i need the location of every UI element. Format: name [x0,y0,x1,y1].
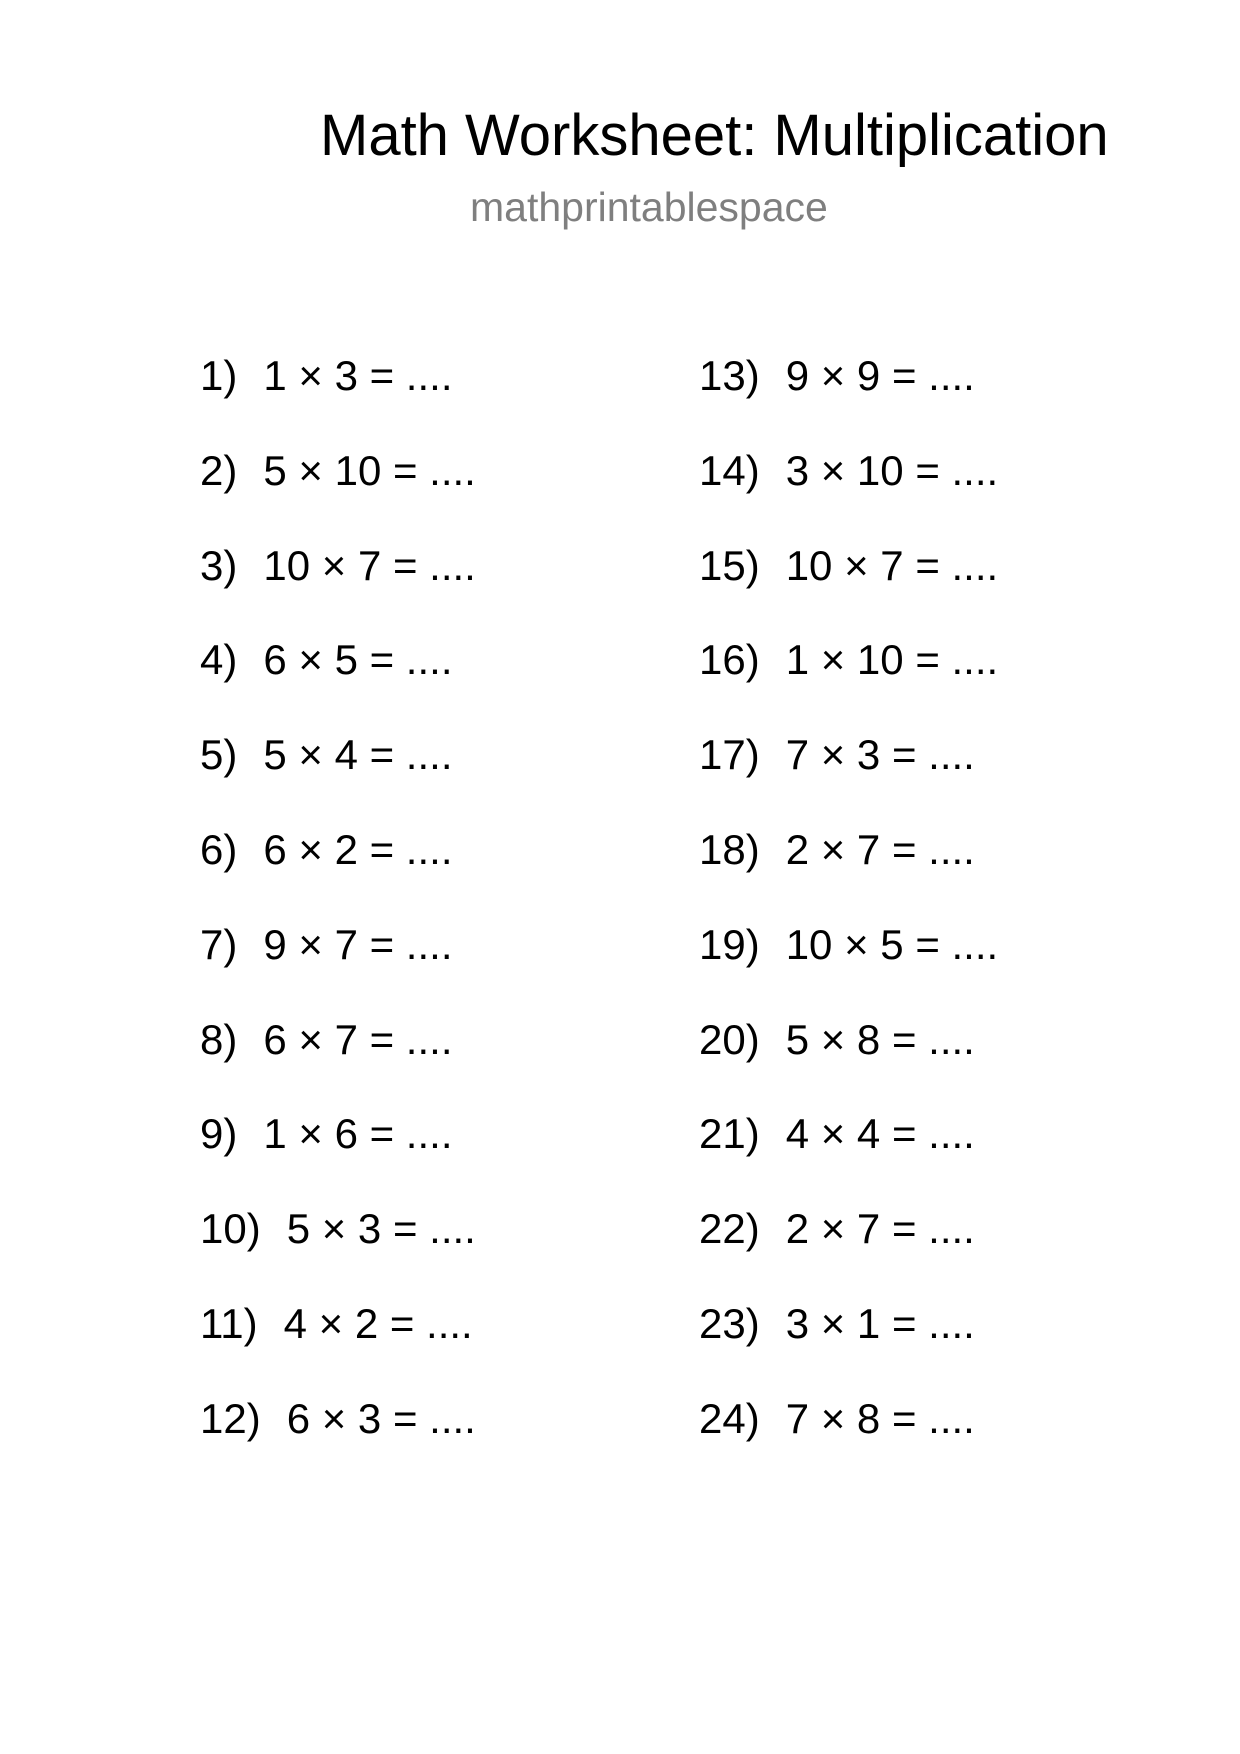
problem-item [699,1296,998,1391]
problem-item [200,917,476,1012]
problem-expression: 5 × 8 = .... [785,1015,975,1063]
problem-list-right [699,348,998,1486]
problem-number: 17) [699,731,760,779]
problem-item [699,443,998,538]
problem-item [699,1012,998,1107]
problem-number: 13) [699,352,760,399]
problem-expression: 10 × 7 = .... [785,541,999,589]
problem-item [699,727,998,822]
problem-item [200,632,476,727]
problem-number: 24) [699,1394,760,1442]
problem-number: 2) [200,446,238,494]
problem-expression: 5 × 4 = .... [263,731,453,779]
problem-number: 15) [699,541,760,589]
problem-item [699,822,998,917]
problem-expression: 6 × 5 = .... [263,636,453,684]
problem-expression: 4 × 2 = .... [283,1299,473,1347]
problem-number: 8) [200,1015,238,1063]
problem-item [699,1201,998,1296]
problem-number: 9) [200,1110,238,1158]
problem-expression: 1 × 10 = .... [785,636,999,684]
problem-item [200,1012,476,1107]
problem-number: 4) [200,636,238,684]
problem-item [200,443,476,538]
problem-number: 20) [699,1015,760,1063]
problem-expression: 9 × 9 = .... [785,352,975,399]
problem-number: 19) [699,920,760,968]
problem-item [200,822,476,917]
problem-list-left [200,348,476,1486]
problem-number: 21) [699,1110,760,1158]
problem-item [200,1201,476,1296]
problem-item [200,727,476,822]
problem-expression: 5 × 10 = .... [263,446,476,494]
problem-number: 23) [699,1299,760,1347]
problem-expression: 4 × 4 = .... [785,1110,975,1158]
problem-number: 16) [699,636,760,684]
page-title: Math Worksheet: Multiplication [320,103,1109,168]
problem-item [200,538,476,633]
problem-item [699,1391,998,1486]
problem-item [200,1391,476,1486]
problem-item [699,1106,998,1201]
problem-expression: 7 × 3 = .... [785,731,975,779]
problem-number: 22) [699,1205,760,1253]
problem-number: 10) [200,1205,261,1253]
problem-expression: 6 × 3 = .... [286,1394,476,1442]
problem-expression: 3 × 10 = .... [785,446,999,494]
problem-item [699,538,998,633]
problem-expression: 10 × 5 = .... [785,920,999,968]
problem-number: 12) [200,1394,261,1442]
problem-expression: 2 × 7 = .... [785,825,975,873]
problem-number: 5) [200,731,238,779]
problem-number: 3) [200,541,238,589]
problem-expression: 1 × 3 = .... [263,352,453,399]
problem-item [699,348,998,443]
problem-expression: 6 × 7 = .... [263,1015,453,1063]
problem-number: 6) [200,825,238,873]
problem-expression: 7 × 8 = .... [785,1394,975,1442]
problem-number: 1) [200,352,238,399]
page-subtitle: mathprintablespace [470,184,828,230]
problem-item [200,1106,476,1201]
problem-item [200,1296,476,1391]
problem-expression: 10 × 7 = .... [263,541,476,589]
problem-number: 18) [699,825,760,873]
problem-item [699,917,998,1012]
problem-item [200,348,476,443]
problem-expression: 1 × 6 = .... [263,1110,453,1158]
problem-expression: 2 × 7 = .... [785,1205,975,1253]
problem-item [699,632,998,727]
problem-expression: 9 × 7 = .... [263,920,453,968]
problem-expression: 6 × 2 = .... [263,825,453,873]
problem-number: 11) [200,1299,258,1347]
problem-expression: 5 × 3 = .... [286,1205,476,1253]
problem-number: 14) [699,446,760,494]
problem-expression: 3 × 1 = .... [785,1299,975,1347]
problem-number: 7) [200,920,238,968]
